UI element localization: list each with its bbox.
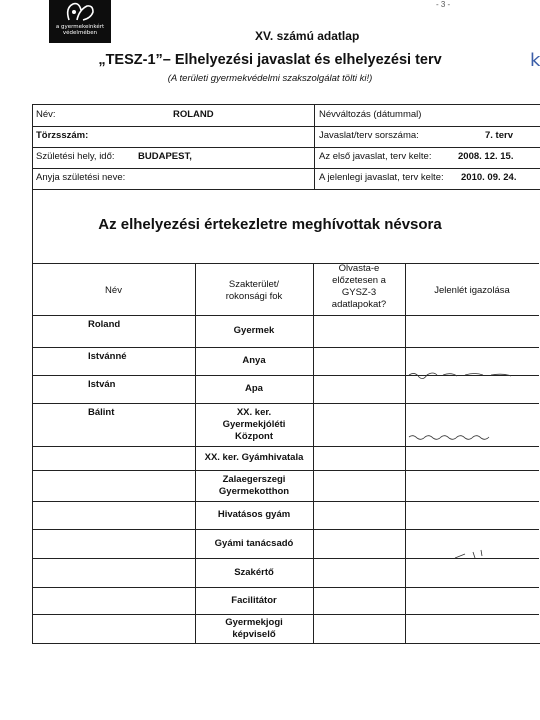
signature-balint — [405, 429, 539, 445]
javaslat-label: Javaslat/terv sorszáma: — [319, 130, 419, 141]
sheet-label: XV. számú adatlap — [255, 29, 360, 43]
nevvaltozas-label: Névváltozás (dátummal) — [319, 109, 422, 120]
table-row-border — [32, 403, 539, 404]
attendee-role — [195, 474, 313, 498]
torzsszam-label: Törzsszám: — [36, 130, 89, 141]
table-row-border — [32, 501, 539, 502]
attendee-name: István — [88, 379, 116, 390]
header-fields-table — [32, 104, 540, 190]
attendee-role-line: Gyermekotthon — [218, 485, 290, 497]
table-row-border — [32, 470, 539, 471]
logo-line-1: a gyermekeinkért — [55, 24, 105, 30]
signature-istvanne — [405, 365, 539, 387]
table-top-border — [32, 263, 539, 264]
attendee-role — [195, 538, 313, 550]
attendees-table — [32, 263, 539, 643]
logo-emblem-icon — [49, 0, 111, 24]
col-header-olvasta: Olvasta-e előzetesen a GYSZ-3 adatlapokat? — [331, 263, 387, 310]
attendee-role-line: Gyermekjóléti — [222, 418, 286, 430]
anyja-label: Anyja születési neve: — [36, 172, 126, 183]
javaslat-value: 7. terv — [485, 130, 513, 141]
elso-label: Az első javaslat, terv kelte: — [319, 151, 432, 162]
attendee-role — [195, 325, 313, 337]
table-row-border — [32, 529, 539, 530]
margin-mark: k — [530, 50, 540, 71]
attendee-role-line: Anya — [242, 355, 266, 366]
attendee-role-line: képviselő — [232, 628, 276, 640]
attendee-role-line: Szakértő — [234, 566, 274, 578]
col-header-szakterulet: Szakterület/ rokonsági fok — [225, 279, 283, 302]
col-divider-2 — [313, 263, 314, 643]
attendee-role — [195, 407, 313, 443]
nev-label: Név: — [36, 109, 56, 120]
attendee-role — [195, 355, 313, 367]
attendee-role-line: Gyámi tanácsadó — [214, 537, 294, 549]
logo — [49, 0, 111, 43]
szuletesi-label: Születési hely, idő: — [36, 151, 115, 162]
attendee-role — [195, 452, 313, 464]
attendee-role-line: Központ — [235, 430, 273, 442]
attendee-role-line: Hivatásos gyám — [217, 509, 291, 520]
attendee-role — [195, 509, 313, 521]
attendee-role-line: Gyermekjogi — [225, 616, 283, 628]
attendee-name: Roland — [88, 319, 121, 330]
header-row-nev — [33, 105, 540, 127]
attendee-role — [195, 567, 313, 579]
col-header-nev: Név — [105, 285, 122, 296]
header-row-szuletesi — [33, 147, 540, 169]
attendee-role — [195, 617, 313, 641]
table-row-border — [32, 347, 539, 348]
table-row-border — [32, 614, 539, 615]
elso-value: 2008. 12. 15. — [458, 151, 514, 162]
page-number: - 3 - — [436, 0, 451, 9]
attendee-role-line: XX. ker. — [236, 406, 272, 418]
attendee-role — [195, 595, 313, 607]
header-row-anyja — [33, 168, 540, 189]
szuletesi-value: BUDAPEST, — [138, 151, 192, 162]
signature-gyami — [405, 548, 539, 562]
table-row-border — [32, 315, 539, 316]
jelenlegi-label: A jelenlegi javaslat, terv kelte: — [319, 172, 444, 183]
attendee-role-line: Apa — [245, 383, 263, 394]
page-subtitle: (A területi gyermekvédelmi szakszolgálat tölti ki!) — [167, 73, 373, 84]
attendee-role-line: XX. ker. Gyámhivatala — [204, 452, 304, 463]
page-title: „TESZ-1”– Elhelyezési javaslat és elhelyezési terv — [98, 52, 442, 68]
attendee-role-line: Gyermek — [233, 325, 275, 336]
header-row-torzsszam — [33, 126, 540, 148]
attendee-name: Istvánné — [88, 351, 127, 362]
jelenlegi-value: 2010. 09. 24. — [461, 172, 517, 183]
section-title: Az elhelyezési értekezletre meghívottak névsora — [98, 216, 442, 233]
col-header-jelenlet: Jelenlét igazolása — [434, 285, 510, 296]
logo-line-2: védelmében — [62, 30, 98, 36]
attendee-name: Bálint — [88, 407, 115, 418]
nev-value: ROLAND — [173, 109, 214, 120]
table-row-border — [32, 587, 539, 588]
col-divider-3 — [405, 263, 406, 643]
attendee-role-line: Facilitátor — [231, 594, 277, 606]
attendee-role — [195, 383, 313, 395]
attendee-role-line: Zalaegerszegi — [222, 473, 286, 485]
table-row-border — [32, 446, 539, 447]
